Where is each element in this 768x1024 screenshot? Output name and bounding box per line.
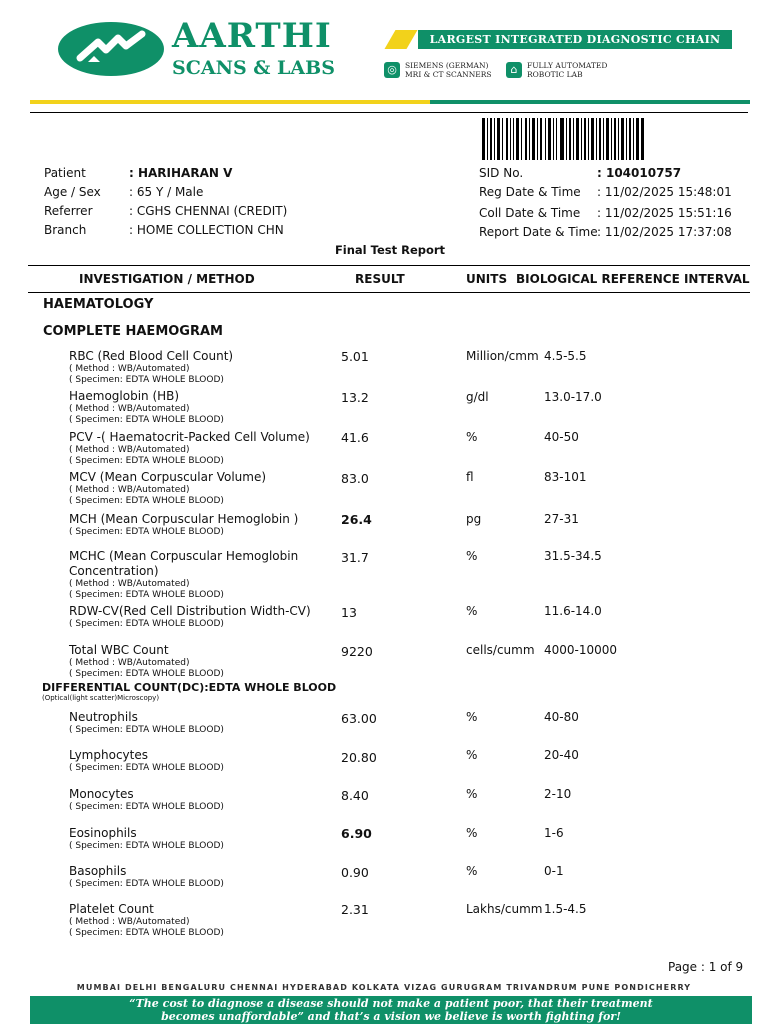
test-name: Monocytes	[69, 787, 134, 801]
test-method: ( Method : WB/Automated)	[69, 404, 190, 414]
footer-banner	[30, 996, 752, 1024]
test-result: 13.2	[341, 390, 369, 405]
test-method: ( Method : WB/Automated)	[69, 917, 190, 927]
test-name: RDW-CV(Red Cell Distribution Width-CV)	[69, 604, 311, 618]
section-complete-haemogram: COMPLETE HAEMOGRAM	[43, 324, 223, 339]
test-reference: 11.6-14.0	[544, 604, 602, 618]
table-header-top-rule	[28, 265, 750, 266]
sid-label: SID No.	[479, 166, 524, 180]
branch-value: : HOME COLLECTION CHN	[129, 223, 284, 237]
test-specimen: ( Specimen: EDTA WHOLE BLOOD)	[69, 496, 224, 506]
test-name: MCV (Mean Corpuscular Volume)	[69, 470, 267, 484]
footer-quote-line2: becomes unaffordable” and that’s a vision we believe is worth fighting for!	[161, 1010, 621, 1023]
test-result: 9220	[341, 644, 373, 659]
test-method: ( Method : WB/Automated)	[69, 485, 190, 495]
table-row	[69, 349, 331, 386]
test-unit: %	[466, 748, 478, 762]
age-value: : 65 Y / Male	[129, 185, 204, 199]
test-reference: 0-1	[544, 864, 564, 878]
brand-subname: SCANS & LABS	[172, 57, 335, 79]
test-result: 13	[341, 605, 357, 620]
report-date-label: Report Date & Time	[479, 225, 598, 239]
reg-date-value: : 11/02/2025 15:48:01	[597, 185, 732, 199]
test-reference: 1.5-4.5	[544, 902, 587, 916]
test-result: 41.6	[341, 430, 369, 445]
test-specimen: ( Specimen: EDTA WHOLE BLOOD)	[69, 456, 224, 466]
test-result: 31.7	[341, 550, 369, 565]
report-date-value: : 11/02/2025 17:37:08	[597, 225, 732, 239]
test-result: 0.90	[341, 865, 369, 880]
test-name: MCHC (Mean Corpuscular Hemoglobin Concentration)	[69, 549, 299, 578]
test-specimen: ( Specimen: EDTA WHOLE BLOOD)	[69, 725, 224, 735]
test-reference: 83-101	[544, 470, 587, 484]
test-method: ( Method : WB/Automated)	[69, 658, 190, 668]
test-name: Lymphocytes	[69, 748, 148, 762]
header-divider	[30, 112, 748, 113]
table-row	[69, 549, 331, 601]
table-row	[69, 470, 331, 507]
test-reference: 40-80	[544, 710, 579, 724]
page-number: Page : 1 of 9	[668, 960, 744, 974]
footer-quote-line1: “The cost to diagnose a disease should not make a patient poor, that their treatment	[129, 997, 653, 1010]
test-specimen: ( Specimen: EDTA WHOLE BLOOD)	[69, 415, 224, 425]
table-row	[69, 389, 331, 426]
test-reference: 4.5-5.5	[544, 349, 587, 363]
test-specimen: ( Specimen: EDTA WHOLE BLOOD)	[69, 802, 224, 812]
test-unit: %	[466, 549, 478, 563]
table-row	[69, 748, 331, 774]
test-reference: 2-10	[544, 787, 572, 801]
table-row	[69, 430, 331, 467]
feature-scanners	[405, 61, 492, 79]
logo-mark-icon	[58, 22, 164, 76]
feature-scanners-line1: SIEMENS (GERMAN)	[405, 61, 489, 70]
table-header-bottom-rule	[28, 292, 750, 293]
coll-date-value: : 11/02/2025 15:51:16	[597, 206, 732, 220]
test-method: ( Method : WB/Automated)	[69, 364, 190, 374]
test-reference: 13.0-17.0	[544, 390, 602, 404]
sid-value: : 104010757	[597, 166, 682, 180]
patient-label: Patient	[44, 166, 86, 180]
test-specimen: ( Specimen: EDTA WHOLE BLOOD)	[69, 879, 224, 889]
test-result-flagged: 26.4	[341, 512, 372, 527]
test-unit: g/dl	[466, 390, 489, 404]
test-name: PCV -( Haematocrit-Packed Cell Volume)	[69, 430, 310, 444]
reg-date-label: Reg Date & Time	[479, 185, 581, 199]
test-method: ( Method : WB/Automated)	[69, 579, 190, 589]
test-reference: 20-40	[544, 748, 579, 762]
test-unit: %	[466, 864, 478, 878]
test-result: 63.00	[341, 711, 377, 726]
test-unit: %	[466, 826, 478, 840]
table-row	[69, 643, 331, 680]
test-name: Platelet Count	[69, 902, 154, 916]
section-differential-count: DIFFERENTIAL COUNT(DC):EDTA WHOLE BLOOD	[42, 681, 337, 694]
feature-scanners-line2: MRI & CT SCANNERS	[405, 70, 492, 79]
test-reference: 1-6	[544, 826, 564, 840]
test-specimen: ( Specimen: EDTA WHOLE BLOOD)	[69, 763, 224, 773]
test-name: MCH (Mean Corpuscular Hemoglobin )	[69, 512, 299, 526]
test-specimen: ( Specimen: EDTA WHOLE BLOOD)	[69, 619, 224, 629]
test-method: ( Method : WB/Automated)	[69, 445, 190, 455]
table-row	[69, 787, 331, 813]
test-result: 20.80	[341, 750, 377, 765]
tagline-stripe	[385, 30, 418, 49]
test-reference: 27-31	[544, 512, 579, 526]
col-header-investigation: INVESTIGATION / METHOD	[79, 272, 255, 286]
test-result: 5.01	[341, 349, 369, 364]
brand-name: AARTHI	[172, 16, 332, 56]
referrer-label: Referrer	[44, 204, 93, 218]
header-green-rule	[430, 100, 750, 104]
patient-value: : HARIHARAN V	[129, 166, 233, 180]
test-specimen: ( Specimen: EDTA WHOLE BLOOD)	[69, 527, 224, 537]
feature-robotic-line2: ROBOTIC LAB	[527, 70, 583, 79]
col-header-units: UNITS	[466, 272, 508, 286]
table-row	[69, 902, 331, 939]
test-name: Total WBC Count	[69, 643, 169, 657]
test-unit: %	[466, 604, 478, 618]
branch-label: Branch	[44, 223, 87, 237]
test-unit: Million/cmm	[466, 349, 539, 363]
test-name: RBC (Red Blood Cell Count)	[69, 349, 234, 363]
test-unit: %	[466, 710, 478, 724]
referrer-value: : CGHS CHENNAI (CREDIT)	[129, 204, 288, 218]
test-unit: %	[466, 430, 478, 444]
test-unit: fl	[466, 470, 474, 484]
coll-date-label: Coll Date & Time	[479, 206, 581, 220]
test-unit: %	[466, 787, 478, 801]
test-result-flagged: 6.90	[341, 826, 372, 841]
test-specimen: ( Specimen: EDTA WHOLE BLOOD)	[69, 590, 224, 600]
report-title: Final Test Report	[334, 243, 446, 257]
test-name: Neutrophils	[69, 710, 138, 724]
test-unit: cells/cumm	[466, 643, 535, 657]
test-specimen: ( Specimen: EDTA WHOLE BLOOD)	[69, 669, 224, 679]
table-row	[69, 864, 331, 890]
test-reference: 31.5-34.5	[544, 549, 602, 563]
tagline-banner	[418, 30, 732, 49]
test-reference: 40-50	[544, 430, 579, 444]
header-yellow-rule	[30, 100, 430, 104]
test-name: Basophils	[69, 864, 127, 878]
section-haematology: HAEMATOLOGY	[43, 297, 154, 312]
city-list: MUMBAI DELHI BENGALURU CHENNAI HYDERABAD KOLKATA VIZAG GURUGRAM TRIVANDRUM PUNE PONDICHERRY	[76, 983, 692, 992]
tagline-text: LARGEST INTEGRATED DIAGNOSTIC CHAIN	[429, 33, 721, 46]
test-name: Haemoglobin (HB)	[69, 389, 180, 403]
col-header-result: RESULT	[355, 272, 405, 286]
test-unit: pg	[466, 512, 482, 526]
test-reference: 4000-10000	[544, 643, 618, 657]
feature-robotic-line1: FULLY AUTOMATED	[527, 61, 608, 70]
robot-icon: ⌂	[506, 62, 522, 78]
table-row	[69, 604, 331, 630]
differential-method-note: (Optical(light scatter)Microscopy)	[42, 694, 160, 702]
scanner-icon: ◎	[384, 62, 400, 78]
col-header-reference: BIOLOGICAL REFERENCE INTERVAL	[516, 272, 750, 286]
feature-robotic	[527, 61, 607, 79]
test-specimen: ( Specimen: EDTA WHOLE BLOOD)	[69, 928, 224, 938]
test-specimen: ( Specimen: EDTA WHOLE BLOOD)	[69, 375, 224, 385]
table-row	[69, 512, 331, 538]
table-row	[69, 710, 331, 736]
test-result: 83.0	[341, 471, 369, 486]
barcode-icon	[482, 118, 644, 160]
age-label: Age / Sex	[44, 185, 101, 199]
test-result: 2.31	[341, 902, 369, 917]
table-row	[69, 826, 331, 852]
brand-logo	[58, 22, 164, 76]
test-result: 8.40	[341, 788, 369, 803]
test-specimen: ( Specimen: EDTA WHOLE BLOOD)	[69, 841, 224, 851]
test-name: Eosinophils	[69, 826, 137, 840]
test-unit: Lakhs/cumm	[466, 902, 543, 916]
